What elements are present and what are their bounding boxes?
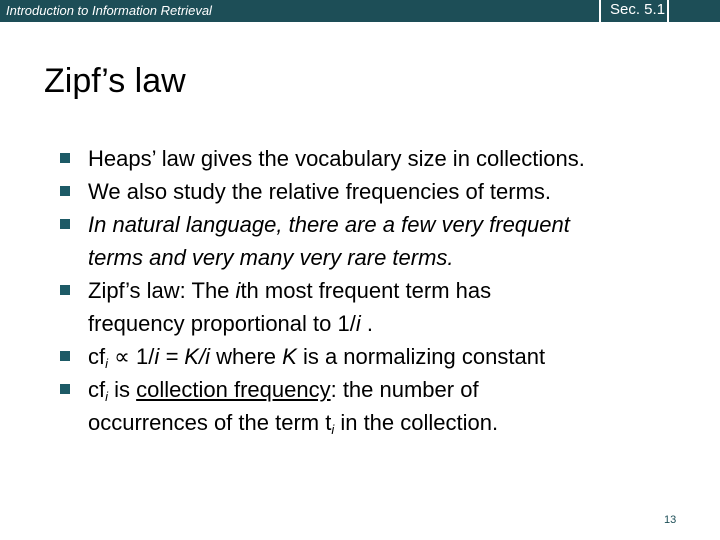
bullet-list (60, 142, 700, 439)
text-run: Zipf’s law: The (88, 278, 236, 303)
bullet-relative-frequencies (60, 175, 700, 208)
text-run: is (108, 377, 137, 402)
bullet-square-icon (60, 186, 70, 196)
bullet-square-icon (60, 285, 70, 295)
text-run: is a normalizing constant (296, 344, 546, 369)
term-collection-frequency: collection frequency (136, 377, 331, 402)
bullet-formula (60, 340, 700, 373)
text-run: ∝ 1/ (108, 344, 155, 369)
section-tag (599, 0, 669, 22)
subscript-text: i (105, 356, 109, 371)
text-run: cf (88, 344, 106, 369)
variable-K: K (184, 344, 199, 369)
bullet-text-line2: terms and very many very rare terms. (88, 245, 454, 270)
slide-title: Zipf’s law (44, 62, 186, 100)
bullet-text: Heaps’ law gives the vocabulary size in collections. (88, 146, 585, 171)
bullet-square-icon (60, 351, 70, 361)
bullet-text-line2 (88, 406, 700, 439)
variable-i: i (355, 311, 361, 336)
variable-K: K (282, 344, 297, 369)
bullet-square-icon (60, 384, 70, 394)
text-run: cf (88, 377, 106, 402)
bullet-square-icon (60, 219, 70, 229)
text-run: occurrences of the term t (88, 410, 332, 435)
text-run: / (198, 344, 206, 369)
variable-i: i (235, 278, 241, 303)
bullet-text-line1: In natural language, there are a few very frequent (88, 212, 570, 237)
bullet-text-line1 (88, 373, 700, 406)
subscript-text: i (331, 422, 335, 437)
bullet-text: We also study the relative frequencies of terms. (88, 179, 552, 204)
text-run: in the collection. (334, 410, 499, 435)
page-number: 13 (664, 514, 677, 526)
bullet-heaps-law (60, 142, 700, 175)
bullet-text-line1 (88, 274, 700, 307)
text-run: th most frequent term has (240, 278, 492, 303)
text-run: where (209, 344, 283, 369)
text-run: . (360, 311, 373, 336)
variable-i: i (154, 344, 160, 369)
section-tag-box (601, 0, 667, 22)
text-run: : the number of (330, 377, 479, 402)
text-run: frequency proportional to 1/ (88, 311, 356, 336)
course-title: Introduction to Information Retrieval (6, 3, 212, 18)
bullet-zipfs-law (60, 274, 700, 340)
bullet-collection-frequency (60, 373, 700, 439)
bullet-square-icon (60, 153, 70, 163)
bullet-text-line2 (88, 307, 700, 340)
subscript-text: i (105, 389, 109, 404)
bullet-natural-language (60, 208, 700, 274)
variable-i: i (205, 344, 210, 369)
section-label: Sec. 5.1 (610, 1, 666, 18)
text-run: = (159, 344, 185, 369)
